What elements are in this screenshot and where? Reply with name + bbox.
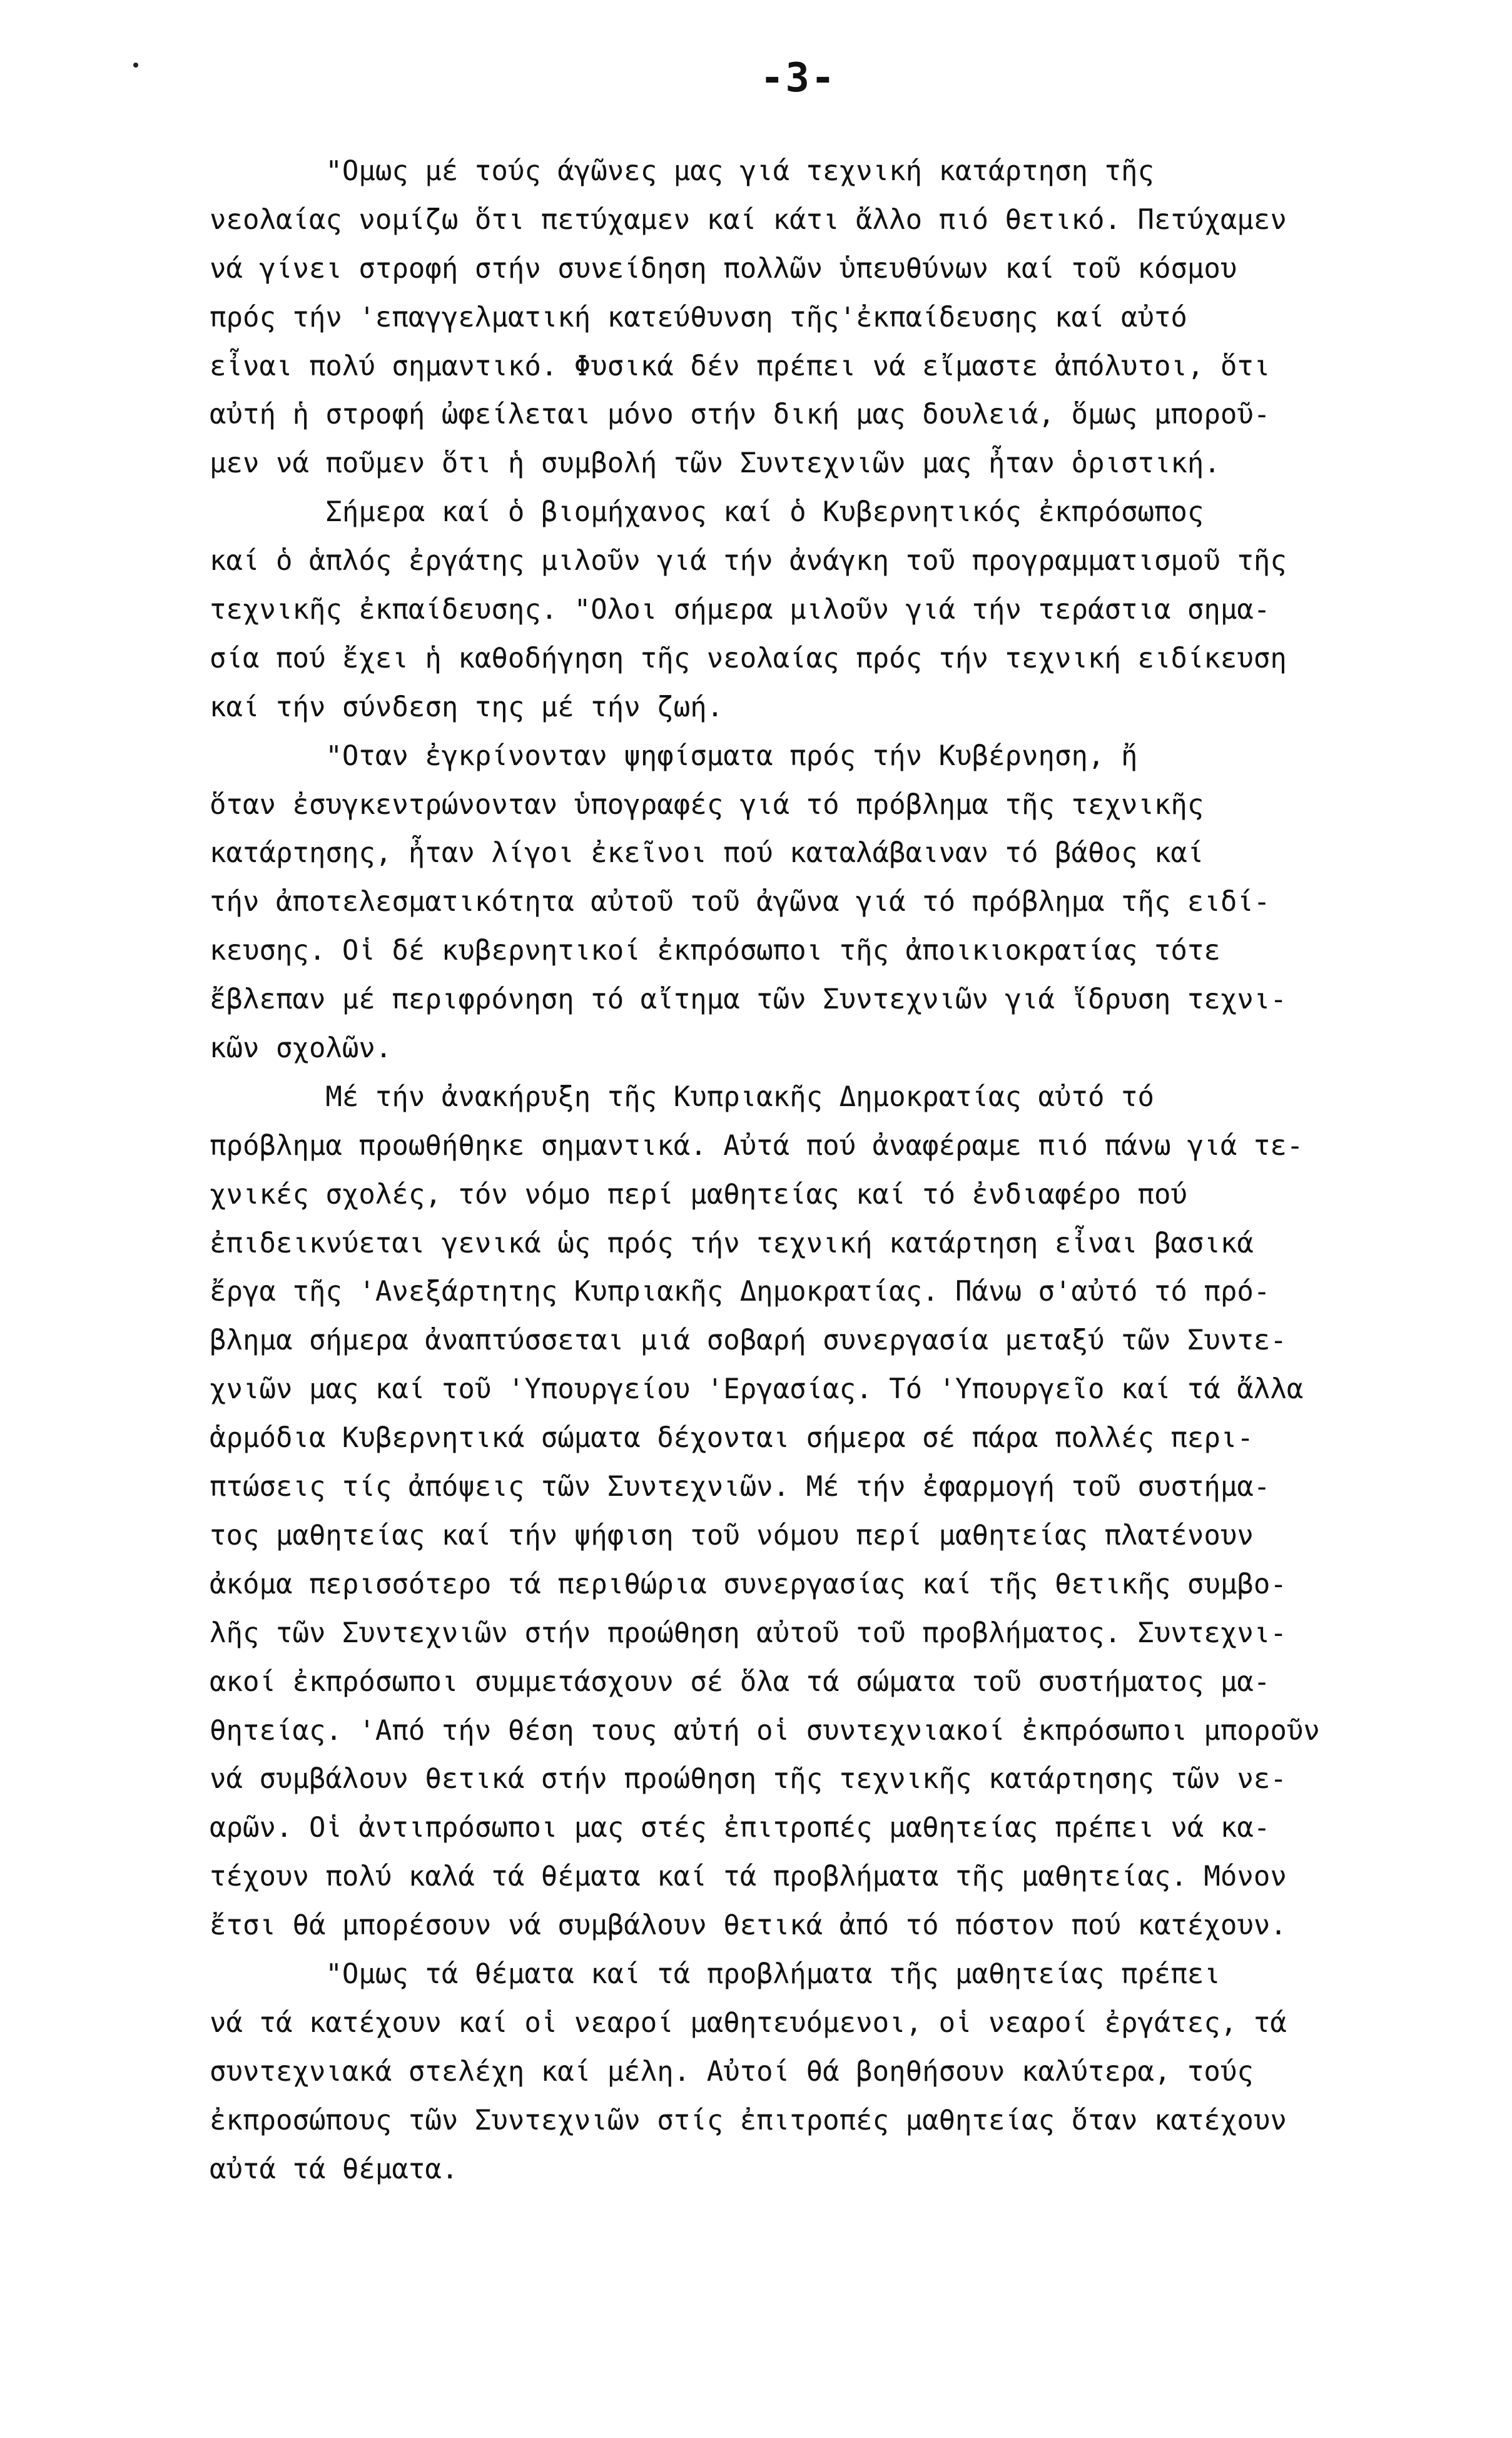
- text-line: τήν ἀποτελεσματικότητα αὐτοῦ τοῦ ἀγῶνα γιά τό πρόβλημα τῆς ειδί-: [210, 886, 1271, 918]
- text-line: σία πού ἔχει ἡ καθοδήγηση τῆς νεολαίας πρός τήν τεχνική ειδίκευση: [210, 642, 1287, 674]
- text-line: ὅταν ἐσυγκεντρώνονταν ὑπογραφές γιά τό πρόβλημα τῆς τεχνικῆς: [210, 788, 1204, 821]
- text-line: μεν νά ποῦμεν ὅτι ἡ συμβολή τῶν Συντεχνιῶν μας ἦταν ὁριστική.: [210, 447, 1220, 480]
- text-line: ακοί ἐκπρόσωποι συμμετάσχουν σέ ὅλα τά σώματα τοῦ συστήματος μα-: [210, 1665, 1271, 1698]
- text-line: ἀκόμα περισσότερο τά περιθώρια συνεργασίας καί τῆς θετικῆς συμβο-: [210, 1568, 1287, 1600]
- text-line: Μέ τήν ἀνακήρυξη τῆς Κυπριακῆς Δημοκρατίας αὐτό τό: [210, 1080, 1154, 1113]
- text-line: εἶναι πολύ σημαντικό. Φυσικά δέν πρέπει νά εἴμαστε ἀπόλυτοι, ὅτι: [210, 350, 1271, 382]
- text-line: ἐκπροσώπους τῶν Συντεχνιῶν στίς ἐπιτροπές μαθητείας ὅταν κατέχουν: [210, 2104, 1287, 2136]
- text-line: ἔβλεπαν μέ περιφρόνηση τό αἴτημα τῶν Συντεχνιῶν γιά ἵδρυση τεχνι-: [210, 983, 1287, 1016]
- text-line: κατάρτησης, ἦταν λίγοι ἐκεῖνοι πού καταλάβαιναν τό βάθος καί: [210, 837, 1204, 870]
- text-line: νά συμβάλουν θετικά στήν προώθηση τῆς τεχνικῆς κατάρτησης τῶν νε-: [210, 1763, 1287, 1795]
- page-number: -3-: [760, 55, 836, 101]
- text-line: αρῶν. Οἱ ἀντιπρόσωποι μας στές ἐπιτροπές μαθητείας πρέπει νά κα-: [210, 1812, 1271, 1844]
- text-line: "Οταν ἐγκρίνονταν ψηφίσματα πρός τήν Κυβέρνηση, ἤ: [210, 739, 1138, 772]
- text-line: "Ομως μέ τούς άγῶνες μας γιά τεχνική κατάρτηση τῆς: [210, 155, 1154, 187]
- text-line: Σήμερα καί ὁ βιομήχανος καί ὁ Κυβερνητικός ἐκπρόσωπος: [210, 496, 1204, 529]
- text-line: τέχουν πολύ καλά τά θέματα καί τά προβλήματα τῆς μαθητείας. Μόνον: [210, 1861, 1287, 1893]
- text-line: κευσης. Οἱ δέ κυβερνητικοί ἐκπρόσωποι τῆς ἀποικιοκρατίας τότε: [210, 935, 1220, 967]
- text-line: ἁρμόδια Κυβερνητικά σώματα δέχονται σήμερα σέ πάρα πολλές περι-: [210, 1422, 1254, 1455]
- text-line: νεολαίας νομίζω ὅτι πετύχαμεν καί κάτι ἄλλο πιό θετικό. Πετύχαμεν: [210, 203, 1287, 236]
- text-line: ἔργα τῆς 'Ανεξάρτητης Κυπριακῆς Δημοκρατίας. Πάνω σ'αὐτό τό πρό-: [210, 1276, 1271, 1308]
- text-line: λῆς τῶν Συντεχνιῶν στήν προώθηση αὐτοῦ τοῦ προβλήματος. Συντεχνι-: [210, 1617, 1287, 1649]
- text-line: πρός τήν 'επαγγελματική κατεύθυνση τῆς'ἐκπαίδευσης καί αὐτό: [210, 301, 1187, 333]
- page-speck: [133, 63, 138, 68]
- text-line: χνικές σχολές, τόν νόμο περί μαθητείας καί τό ἐνδιαφέρο πού: [210, 1178, 1187, 1211]
- text-line: νά τά κατέχουν καί οἱ νεαροί μαθητευόμενοι, οἱ νεαροί ἐργάτες, τά: [210, 2006, 1287, 2039]
- text-line: αὐτή ἡ στροφή ὠφείλεται μόνο στήν δική μας δουλειά, ὅμως μποροῦ-: [210, 399, 1271, 431]
- text-line: ἔτσι θά μπορέσουν νά συμβάλουν θετικά ἀπό τό πόστον πού κατέχουν.: [210, 1909, 1287, 1942]
- text-line: ἐπιδεικνύεται γενικά ὡς πρός τήν τεχνική κατάρτηση εἶναι βασικά: [210, 1227, 1254, 1259]
- body-text: [210, 147, 1458, 2193]
- text-line: κῶν σχολῶν.: [210, 1032, 392, 1065]
- text-line: τος μαθητείας καί τήν ψήφιση τοῦ νόμου περί μαθητείας πλατένουν: [210, 1519, 1254, 1552]
- text-line: συντεχνιακά στελέχη καί μέλη. Αὐτοί θά βοηθήσουν καλύτερα, τούς: [210, 2055, 1254, 2088]
- text-line: καί τήν σύνδεση της μέ τήν ζωή.: [210, 691, 724, 723]
- text-line: θητείας. 'Από τήν θέση τους αὐτή οἱ συντεχνιακοί ἐκπρόσωποι μποροῦν: [210, 1714, 1320, 1747]
- text-line: τεχνικῆς ἐκπαίδευσης. "Ολοι σήμερα μιλοῦν γιά τήν τεράστια σημα-: [210, 594, 1271, 626]
- text-line: βλημα σήμερα ἀναπτύσσεται μιά σοβαρή συνεργασία μεταξύ τῶν Συντε-: [210, 1324, 1287, 1357]
- text-line: πτώσεις τίς ἀπόψεις τῶν Συντεχνιῶν. Μέ τήν ἐφαρμογή τοῦ συστήμα-: [210, 1471, 1271, 1503]
- text-line: νά γίνει στροφή στήν συνείδηση πολλῶν ὑπευθύνων καί τοῦ κόσμου: [210, 252, 1237, 285]
- text-line: "Ομως τά θέματα καί τά προβλήματα τῆς μαθητείας πρέπει: [210, 1958, 1220, 1990]
- text-line: αὐτά τά θέματα.: [210, 2153, 459, 2185]
- text-line: πρόβλημα προωθήθηκε σημαντικά. Αὐτά πού ἀναφέραμε πιό πάνω γιά τε-: [210, 1129, 1304, 1162]
- text-line: καί ὁ ἁπλός ἐργάτης μιλοῦν γιά τήν ἀνάγκη τοῦ προγραμματισμοῦ τῆς: [210, 545, 1287, 577]
- text-line: χνιῶν μας καί τοῦ 'Υπουργείου 'Εργασίας. Τό 'Υπουργεῖο καί τά ἄλλα: [210, 1373, 1304, 1406]
